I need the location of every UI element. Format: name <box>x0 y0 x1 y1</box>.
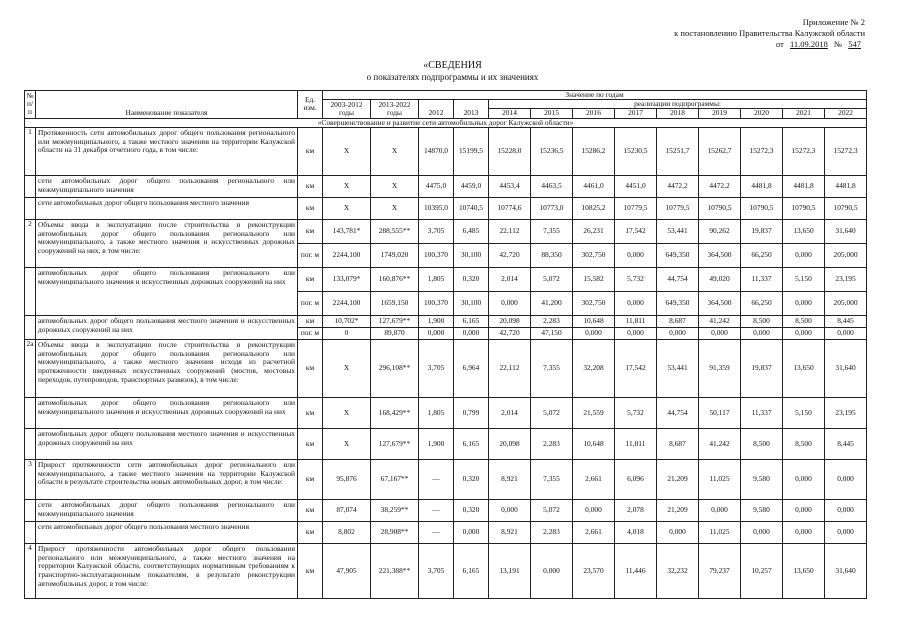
col-header-year: 2019 <box>699 109 741 118</box>
value-cell: 0,320 <box>454 460 489 500</box>
value-cell: 0,000 <box>783 460 825 500</box>
col-header-number: № п/п <box>26 91 34 117</box>
row-number: 4 <box>25 544 36 599</box>
table-row <box>25 429 867 460</box>
row-number <box>25 500 36 522</box>
unit-cell: пог. м <box>298 244 323 268</box>
value-cell: 10779,5 <box>657 198 699 220</box>
value-cell: 10,702* <box>323 316 371 328</box>
value-cell: 0,000 <box>783 500 825 522</box>
value-cell: 296,108** <box>371 340 419 398</box>
value-cell: 0,000 <box>825 460 867 500</box>
row-number: 1 <box>25 128 36 176</box>
value-cell: X <box>371 128 419 176</box>
value-cell: 9,580 <box>741 460 783 500</box>
decree-number: 547 <box>848 39 861 49</box>
col-header-year: 2022 <box>825 109 867 118</box>
value-cell: 5,072 <box>531 398 573 429</box>
value-cell: 0,000 <box>454 522 489 544</box>
unit-cell: км <box>298 340 323 398</box>
value-cell: 10773,0 <box>531 198 573 220</box>
value-cell: 67,167** <box>371 460 419 500</box>
value-cell: X <box>323 340 371 398</box>
decree-date: 11.09.2018 <box>789 39 828 49</box>
unit-cell: км <box>298 268 323 292</box>
col-header-unit: Ед. изм. <box>298 91 323 119</box>
value-cell: 7,355 <box>531 340 573 398</box>
value-cell: 3,705 <box>419 340 454 398</box>
value-cell: — <box>419 460 454 500</box>
appendix-label: Приложение № 2 <box>802 17 865 27</box>
value-cell: 15251,7 <box>657 128 699 176</box>
section-title: «Совершенствование и развитие сети автомобильных дорог Калужской области» <box>25 118 867 128</box>
value-cell: 4461,0 <box>573 176 615 198</box>
value-cell: 302,750 <box>573 292 615 316</box>
value-cell: 15,582 <box>573 268 615 292</box>
value-cell: 30,100 <box>454 244 489 268</box>
col-header-year: 2018 <box>657 109 699 118</box>
col-header-year: 2013 <box>454 100 489 118</box>
value-cell: 53,441 <box>657 220 699 244</box>
indicator-name: автомобильных дорог общего пользования регионального или межмуниципального значения и искусственных дорожных сооружений на них <box>36 268 298 316</box>
table-row <box>25 176 867 198</box>
value-cell: 0,000 <box>825 522 867 544</box>
value-cell: 6,165 <box>454 544 489 599</box>
value-cell: 8,921 <box>489 460 531 500</box>
value-cell: 143,781* <box>323 220 371 244</box>
table-row <box>25 398 867 429</box>
value-cell: 15272,3 <box>783 128 825 176</box>
value-cell: 4472,2 <box>699 176 741 198</box>
value-cell: 100,370 <box>419 292 454 316</box>
value-cell: 0,000 <box>573 500 615 522</box>
unit-cell: км <box>298 176 323 198</box>
value-cell: 221,388** <box>371 544 419 599</box>
value-cell: 0,000 <box>825 328 867 340</box>
value-cell: 0,000 <box>699 500 741 522</box>
value-cell: 5,150 <box>783 268 825 292</box>
value-cell: X <box>323 198 371 220</box>
value-cell: 7,355 <box>531 220 573 244</box>
indicator-name: Объемы ввода в эксплуатацию после строительства и реконструкции автомобильных дорог общего пользования регионального или межмуниципального, а также местного значения и искусственных дорожных сооружений на них, в том числе: <box>36 220 298 268</box>
value-cell: 1,805 <box>419 398 454 429</box>
unit-cell: км <box>298 398 323 429</box>
value-cell: 87,074 <box>323 500 371 522</box>
value-cell: 5,072 <box>531 500 573 522</box>
value-cell: 17,542 <box>615 220 657 244</box>
value-cell: 5,732 <box>615 268 657 292</box>
unit-cell: км <box>298 429 323 460</box>
col-header-year: 2016 <box>573 109 615 118</box>
value-cell: 10825,2 <box>573 198 615 220</box>
value-cell: 2,283 <box>531 429 573 460</box>
value-cell: 41,242 <box>699 429 741 460</box>
value-cell: 2,078 <box>615 500 657 522</box>
table-row <box>25 340 867 398</box>
value-cell: 95,876 <box>323 460 371 500</box>
row-number <box>25 398 36 429</box>
value-cell: 0,320 <box>454 268 489 292</box>
value-cell: 8,802 <box>323 522 371 544</box>
row-number <box>25 176 36 198</box>
value-cell: 10790,5 <box>699 198 741 220</box>
value-cell: 4463,5 <box>531 176 573 198</box>
value-cell: 15272,3 <box>825 128 867 176</box>
value-cell: 2,661 <box>573 460 615 500</box>
value-cell: 10790,5 <box>783 198 825 220</box>
value-cell: 10,648 <box>573 316 615 328</box>
value-cell: 23,570 <box>573 544 615 599</box>
value-cell: 8,500 <box>741 429 783 460</box>
col-header-name: Наименование показателя <box>36 91 298 119</box>
value-cell: 0,799 <box>454 398 489 429</box>
value-cell: 0,000 <box>615 328 657 340</box>
value-cell: 32,232 <box>657 544 699 599</box>
value-cell: 8,500 <box>783 316 825 328</box>
value-cell: 15236,5 <box>531 128 573 176</box>
value-cell: 10740,5 <box>454 198 489 220</box>
value-cell: 364,500 <box>699 292 741 316</box>
value-cell: 2244,100 <box>323 292 371 316</box>
value-cell: 0,000 <box>783 244 825 268</box>
value-cell: 1749,020 <box>371 244 419 268</box>
row-number <box>25 429 36 460</box>
value-cell: 4472,2 <box>657 176 699 198</box>
value-cell: 47,150 <box>531 328 573 340</box>
value-cell: 3,705 <box>419 220 454 244</box>
col-header-year: 2012 <box>419 100 454 118</box>
value-cell: 649,350 <box>657 244 699 268</box>
value-cell: 10790,5 <box>741 198 783 220</box>
unit-cell: км <box>298 544 323 599</box>
value-cell: 21,209 <box>657 460 699 500</box>
value-cell: X <box>323 128 371 176</box>
value-cell: 0,000 <box>741 522 783 544</box>
value-cell: 31,640 <box>825 544 867 599</box>
value-cell: 19,837 <box>741 340 783 398</box>
value-cell: 168,429** <box>371 398 419 429</box>
col-header-year: 2021 <box>783 109 825 118</box>
value-cell: 15286,2 <box>573 128 615 176</box>
indicator-name: Прирост протяженности автомобильных дорог общего пользования регионального или межмуниципального, а также местного значения на территории Калужской области, соответствующих нормативным требованиям к транспортно-эксплуатационным показателям, в результате реконструкции автомобильных дорог, в том числе: <box>36 544 298 599</box>
value-cell: 23,195 <box>825 268 867 292</box>
value-cell: 0,000 <box>454 328 489 340</box>
value-cell: 10,648 <box>573 429 615 460</box>
value-cell: 2,661 <box>573 522 615 544</box>
row-number <box>25 522 36 544</box>
value-cell: 21,209 <box>657 500 699 522</box>
document-title: «СВЕДЕНИЯ <box>423 60 482 71</box>
value-cell: 13,650 <box>783 220 825 244</box>
value-cell: 26,231 <box>573 220 615 244</box>
indicator-name: сети автомобильных дорог общего пользования местного значения <box>36 522 298 544</box>
table-row <box>25 220 867 244</box>
value-cell: 2,283 <box>531 522 573 544</box>
value-cell: 8,921 <box>489 522 531 544</box>
value-cell: X <box>371 198 419 220</box>
col-header-year: 2003-2012 годы <box>323 100 371 118</box>
col-header-year: 2013-2022 годы <box>371 100 419 118</box>
value-cell: 0,000 <box>573 328 615 340</box>
value-cell: 5,072 <box>531 268 573 292</box>
value-cell: 11,337 <box>741 398 783 429</box>
value-cell: X <box>371 176 419 198</box>
value-cell: 11,811 <box>615 316 657 328</box>
value-cell: 1,900 <box>419 429 454 460</box>
value-cell: 364,500 <box>699 244 741 268</box>
value-cell: 1,805 <box>419 268 454 292</box>
table-row <box>25 522 867 544</box>
value-cell: 4481,8 <box>783 176 825 198</box>
value-cell: 32,208 <box>573 340 615 398</box>
value-cell: X <box>323 176 371 198</box>
table-row <box>25 198 867 220</box>
value-cell: 0,000 <box>419 328 454 340</box>
value-cell: 9,580 <box>741 500 783 522</box>
value-cell: 0,000 <box>615 244 657 268</box>
value-cell: 8,687 <box>657 316 699 328</box>
indicator-name: автомобильных дорог общего пользования местного значения и искусственных дорожных сооружений на них <box>36 429 298 460</box>
value-cell: 90,262 <box>699 220 741 244</box>
value-cell: X <box>323 398 371 429</box>
value-cell: 53,441 <box>657 340 699 398</box>
value-cell: — <box>419 522 454 544</box>
value-cell: 11,811 <box>615 429 657 460</box>
value-cell: 30,100 <box>454 292 489 316</box>
value-cell: 7,355 <box>531 460 573 500</box>
value-cell: 49,020 <box>699 268 741 292</box>
table-row <box>25 268 867 292</box>
col-header-impl-group: реализации подпрограммы: <box>489 100 867 109</box>
value-cell: 0,000 <box>825 500 867 522</box>
decree-date-line <box>776 39 865 50</box>
col-header-year: 2017 <box>615 109 657 118</box>
value-cell: 22,112 <box>489 220 531 244</box>
value-cell: 10,257 <box>741 544 783 599</box>
value-cell: 0,000 <box>783 328 825 340</box>
table-row <box>25 544 867 599</box>
indicator-name: Объемы ввода в эксплуатацию после строительства и реконструкции автомобильных дорог общего пользования регионального или межмуниципального, а также местного значения исходя из расчетной протяженности введенных искусственных сооружений (мостов, мостовых переходов, путепроводов, транспортных развязок), в том числе: <box>36 340 298 398</box>
value-cell: 0,000 <box>531 544 573 599</box>
value-cell: 4459,0 <box>454 176 489 198</box>
row-number <box>25 316 36 340</box>
value-cell: 8,500 <box>783 429 825 460</box>
value-cell: 10774,6 <box>489 198 531 220</box>
col-header-year: 2014 <box>489 109 531 118</box>
value-cell: 0,000 <box>783 522 825 544</box>
value-cell: 15262,7 <box>699 128 741 176</box>
value-cell: 13,650 <box>783 544 825 599</box>
value-cell: — <box>419 500 454 522</box>
row-number: 2а <box>25 340 36 398</box>
value-cell: 31,640 <box>825 340 867 398</box>
value-cell: 28,908** <box>371 522 419 544</box>
value-cell: 14870,0 <box>419 128 454 176</box>
value-cell: 4451,0 <box>615 176 657 198</box>
value-cell: 15199,5 <box>454 128 489 176</box>
value-cell: 127,679** <box>371 429 419 460</box>
value-cell: 31,640 <box>825 220 867 244</box>
col-header-year: 2020 <box>741 109 783 118</box>
value-cell: 6,165 <box>454 316 489 328</box>
indicator-name: автомобильных дорог общего пользования местного значения и искусственных дорожных сооружений на них <box>36 316 298 340</box>
value-cell: 17,542 <box>615 340 657 398</box>
value-cell: X <box>323 429 371 460</box>
number-prefix: № <box>834 39 843 49</box>
value-cell: 44,754 <box>657 398 699 429</box>
value-cell: 44,754 <box>657 268 699 292</box>
col-header-year: 2015 <box>531 109 573 118</box>
value-cell: 2,014 <box>489 268 531 292</box>
unit-cell: км <box>298 500 323 522</box>
value-cell: 15230,5 <box>615 128 657 176</box>
value-cell: 13,650 <box>783 340 825 398</box>
indicator-name: сети автомобильных дорог общего пользования местного значения <box>36 198 298 220</box>
value-cell: 0,000 <box>699 328 741 340</box>
value-cell: 0,000 <box>741 328 783 340</box>
indicator-name: Протяженность сети автомобильных дорог общего пользования регионального или межмуниципального, а также местного значения на территории Калужской области на 31 декабря отчетного года, в том числе: <box>36 128 298 176</box>
unit-cell: км <box>298 220 323 244</box>
table-row <box>25 460 867 500</box>
indicator-name: сети автомобильных дорог общего пользования регионального или межмуниципального значения <box>36 176 298 198</box>
value-cell: 10790,5 <box>825 198 867 220</box>
value-cell: 20,098 <box>489 316 531 328</box>
indicators-table <box>24 90 867 599</box>
value-cell: 5,732 <box>615 398 657 429</box>
unit-cell: км <box>298 198 323 220</box>
value-cell: 133,079* <box>323 268 371 292</box>
indicator-name: Прирост протяженности сети автомобильных дорог регионального или межмуниципального, а также местного значения на территории Калужской области в результате строительства новых автомобильных дорог, в том числе: <box>36 460 298 500</box>
value-cell: 89,870 <box>371 328 419 340</box>
value-cell: 8,687 <box>657 429 699 460</box>
unit-cell: пог. м <box>298 292 323 316</box>
row-number <box>25 198 36 220</box>
row-number: 2 <box>25 220 36 268</box>
value-cell: 38,259** <box>371 500 419 522</box>
value-cell: 23,195 <box>825 398 867 429</box>
indicator-name: сети автомобильных дорог общего пользования регионального или межмуниципального значения <box>36 500 298 522</box>
value-cell: 6,096 <box>615 460 657 500</box>
value-cell: 0,000 <box>657 522 699 544</box>
value-cell: 11,025 <box>699 460 741 500</box>
row-number: 3 <box>25 460 36 500</box>
value-cell: 205,000 <box>825 292 867 316</box>
value-cell: 11,025 <box>699 522 741 544</box>
value-cell: 88,350 <box>531 244 573 268</box>
value-cell: 2,014 <box>489 398 531 429</box>
date-prefix: от <box>775 39 784 49</box>
value-cell: 2244,100 <box>323 244 371 268</box>
value-cell: 1659,150 <box>371 292 419 316</box>
row-number <box>25 268 36 316</box>
value-cell: 0,000 <box>489 500 531 522</box>
value-cell: 302,750 <box>573 244 615 268</box>
table-row <box>25 128 867 176</box>
value-cell: 6,964 <box>454 340 489 398</box>
value-cell: 15272,3 <box>741 128 783 176</box>
value-cell: 41,200 <box>531 292 573 316</box>
value-cell: 4,018 <box>615 522 657 544</box>
table-row <box>25 500 867 522</box>
value-cell: 13,191 <box>489 544 531 599</box>
unit-cell: км <box>298 316 323 328</box>
value-cell: 288,555** <box>371 220 419 244</box>
value-cell: 79,237 <box>699 544 741 599</box>
value-cell: 42,720 <box>489 244 531 268</box>
value-cell: 41,242 <box>699 316 741 328</box>
value-cell: 11,446 <box>615 544 657 599</box>
value-cell: 4453,4 <box>489 176 531 198</box>
value-cell: 47,905 <box>323 544 371 599</box>
value-cell: 160,876** <box>371 268 419 292</box>
unit-cell: км <box>298 522 323 544</box>
value-cell: 20,098 <box>489 429 531 460</box>
value-cell: 6,485 <box>454 220 489 244</box>
value-cell: 1,900 <box>419 316 454 328</box>
unit-cell: км <box>298 128 323 176</box>
value-cell: 649,350 <box>657 292 699 316</box>
col-header-values-group: Значение по годам <box>323 91 867 100</box>
value-cell: 15228,0 <box>489 128 531 176</box>
unit-cell: км <box>298 460 323 500</box>
value-cell: 50,117 <box>699 398 741 429</box>
unit-cell: пог. м <box>298 328 323 340</box>
value-cell: 127,679** <box>371 316 419 328</box>
value-cell: 100,370 <box>419 244 454 268</box>
value-cell: 0,320 <box>454 500 489 522</box>
value-cell: 66,250 <box>741 292 783 316</box>
value-cell: 0,000 <box>615 292 657 316</box>
value-cell: 66,250 <box>741 244 783 268</box>
value-cell: 0 <box>323 328 371 340</box>
value-cell: 4481,8 <box>825 176 867 198</box>
value-cell: 0,000 <box>783 292 825 316</box>
decree-reference: к постановлению Правительства Калужской области <box>674 28 865 38</box>
value-cell: 0,000 <box>489 292 531 316</box>
value-cell: 205,000 <box>825 244 867 268</box>
value-cell: 8,445 <box>825 429 867 460</box>
indicator-name: автомобильных дорог общего пользования регионального или межмуниципального значения и искусственных дорожных сооружений на них <box>36 398 298 429</box>
value-cell: 10779,5 <box>615 198 657 220</box>
value-cell: 3,705 <box>419 544 454 599</box>
value-cell: 11,337 <box>741 268 783 292</box>
table-row <box>25 316 867 328</box>
value-cell: 0,000 <box>657 328 699 340</box>
value-cell: 5,150 <box>783 398 825 429</box>
value-cell: 21,559 <box>573 398 615 429</box>
value-cell: 8,445 <box>825 316 867 328</box>
value-cell: 4481,8 <box>741 176 783 198</box>
value-cell: 10395,0 <box>419 198 454 220</box>
value-cell: 4475,0 <box>419 176 454 198</box>
value-cell: 8,500 <box>741 316 783 328</box>
document-subtitle: о показателях подпрограммы и их значениях <box>366 72 539 82</box>
value-cell: 91,359 <box>699 340 741 398</box>
value-cell: 42,720 <box>489 328 531 340</box>
value-cell: 2,283 <box>531 316 573 328</box>
value-cell: 19,837 <box>741 220 783 244</box>
value-cell: 22,112 <box>489 340 531 398</box>
value-cell: 6,165 <box>454 429 489 460</box>
